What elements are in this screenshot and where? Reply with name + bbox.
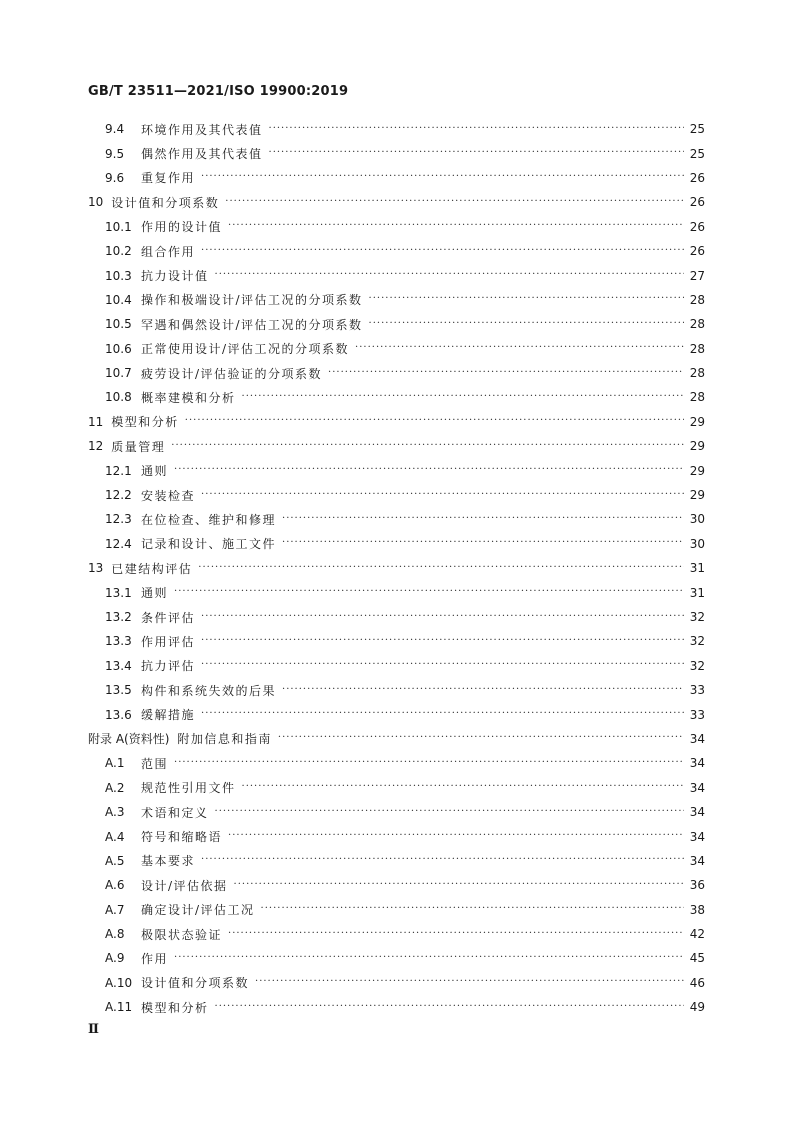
toc-dot-leader xyxy=(201,611,684,622)
toc-entry-title: 疲劳设计/评估验证的分项系数 xyxy=(141,366,323,381)
toc-entry-title: 作用 xyxy=(141,951,169,966)
toc-entry[interactable] xyxy=(88,702,705,726)
toc-entry-title: 确定设计/评估工况 xyxy=(141,903,255,918)
toc-entry-title: 模型和分析 xyxy=(141,1000,209,1015)
toc-entry-number: A.11 xyxy=(105,1000,133,1015)
toc-entry-page: 30 xyxy=(689,536,705,551)
toc-entry-page: 29 xyxy=(689,439,705,454)
toc-entry-number: 13.5 xyxy=(105,683,132,698)
toc-entry-number: 9.5 xyxy=(105,146,125,161)
toc-dot-leader xyxy=(328,367,684,378)
toc-entry-title: 抗力评估 xyxy=(141,659,196,674)
toc-entry[interactable] xyxy=(88,727,705,751)
toc-entry-title: 设计值和分项系数 xyxy=(111,195,220,210)
toc-dot-leader xyxy=(215,806,684,817)
toc-entry-title: 偶然作用及其代表值 xyxy=(141,147,263,162)
toc-entry[interactable] xyxy=(88,141,705,165)
toc-entry-page: 42 xyxy=(689,927,705,942)
toc-entry[interactable] xyxy=(88,849,705,873)
toc-dot-leader xyxy=(282,513,684,524)
toc-entry[interactable] xyxy=(88,800,705,824)
toc-dot-leader xyxy=(269,123,684,134)
toc-entry[interactable] xyxy=(88,312,705,336)
toc-entry-page: 29 xyxy=(689,414,705,429)
toc-entry-number: 12.3 xyxy=(105,512,132,527)
toc-entry[interactable] xyxy=(88,337,705,361)
toc-entry[interactable] xyxy=(88,824,705,848)
toc-entry[interactable] xyxy=(88,434,705,458)
toc-entry-page: 49 xyxy=(689,1000,705,1015)
toc-entry-page: 31 xyxy=(689,585,705,600)
toc-entry[interactable] xyxy=(88,922,705,946)
toc-entry-number: 11 xyxy=(88,414,104,429)
toc-entry-title: 基本要求 xyxy=(141,854,196,869)
toc-dot-leader xyxy=(242,781,684,792)
toc-entry-page: 45 xyxy=(689,951,705,966)
toc-entry-number: A.7 xyxy=(105,902,125,917)
toc-entry-title: 在位检查、维护和修理 xyxy=(141,512,277,527)
toc-entry[interactable] xyxy=(88,751,705,775)
toc-entry-number: 9.4 xyxy=(105,122,125,137)
toc-entry-title: 极限状态验证 xyxy=(141,927,223,942)
toc-entry-number: 13.4 xyxy=(105,658,132,673)
toc-entry-title: 缓解措施 xyxy=(141,708,196,723)
toc-entry-number: 10.2 xyxy=(105,244,132,259)
toc-dot-leader xyxy=(234,879,684,890)
toc-entry[interactable] xyxy=(88,385,705,409)
toc-entry-title: 抗力设计值 xyxy=(141,269,209,284)
toc-entry[interactable] xyxy=(88,629,705,653)
toc-entry-title: 环境作用及其代表值 xyxy=(141,122,263,137)
toc-entry-title: 条件评估 xyxy=(141,610,196,625)
toc-entry-title: 罕遇和偶然设计/评估工况的分项系数 xyxy=(141,317,363,332)
toc-dot-leader xyxy=(174,464,684,475)
toc-entry[interactable] xyxy=(88,776,705,800)
toc-dot-leader xyxy=(355,342,684,353)
toc-entry-number: 9.6 xyxy=(105,170,125,185)
toc-entry[interactable] xyxy=(88,483,705,507)
toc-entry-page: 34 xyxy=(689,780,705,795)
toc-entry-number: A.4 xyxy=(105,829,125,844)
toc-entry-title: 记录和设计、施工文件 xyxy=(141,537,277,552)
toc-entry-title: 术语和定义 xyxy=(141,805,209,820)
toc-entry-number: 10.5 xyxy=(105,317,132,332)
toc-entry-number: A.8 xyxy=(105,927,125,942)
toc-entry-title: 规范性引用文件 xyxy=(141,781,236,796)
toc-entry-number: 10.8 xyxy=(105,390,132,405)
toc-entry-page: 32 xyxy=(689,634,705,649)
toc-entry-title: 通则 xyxy=(141,464,169,479)
toc-entry[interactable] xyxy=(88,117,705,141)
toc-entry-page: 28 xyxy=(689,341,705,356)
toc-dot-leader xyxy=(201,659,684,670)
toc-dot-leader xyxy=(282,537,684,548)
standard-number-header: GB/T 23511—2021/ISO 19900:2019 xyxy=(88,84,349,99)
toc-entry[interactable] xyxy=(88,458,705,482)
toc-entry-page: 38 xyxy=(689,902,705,917)
toc-entry-page: 34 xyxy=(689,853,705,868)
toc-dot-leader xyxy=(215,269,684,280)
toc-entry[interactable] xyxy=(88,166,705,190)
toc-entry-page: 34 xyxy=(689,731,705,746)
toc-entry-page: 29 xyxy=(689,488,705,503)
toc-entry-title: 符号和缩略语 xyxy=(141,830,223,845)
toc-entry-page: 34 xyxy=(689,756,705,771)
toc-entry-page: 25 xyxy=(689,122,705,137)
toc-dot-leader xyxy=(228,928,684,939)
toc-dot-leader xyxy=(242,391,684,402)
toc-entry-number: 10.7 xyxy=(105,366,132,381)
page-number: Ⅱ xyxy=(88,1022,99,1037)
toc-dot-leader xyxy=(201,171,684,182)
toc-dot-leader xyxy=(185,415,684,426)
toc-entry[interactable] xyxy=(88,605,705,629)
toc-entry-title: 范围 xyxy=(141,756,169,771)
toc-entry-title: 通则 xyxy=(141,586,169,601)
toc-entry[interactable] xyxy=(88,946,705,970)
toc-dot-leader xyxy=(225,196,683,207)
toc-entry-page: 28 xyxy=(689,292,705,307)
toc-entry-number: 13.2 xyxy=(105,610,132,624)
toc-entry-page: 29 xyxy=(689,463,705,478)
toc-entry-page: 28 xyxy=(689,317,705,332)
toc-dot-leader xyxy=(201,245,684,256)
toc-entry-title: 安装检查 xyxy=(141,488,196,503)
toc-dot-leader xyxy=(369,318,684,329)
toc-entry-number: A.10 xyxy=(105,975,133,990)
toc-entry-page: 27 xyxy=(689,268,705,283)
toc-entry-number: 12.4 xyxy=(105,536,132,551)
toc-entry[interactable] xyxy=(88,556,705,580)
toc-entry-page: 32 xyxy=(689,610,705,624)
toc-entry-page: 34 xyxy=(689,805,705,820)
toc-entry-title: 设计值和分项系数 xyxy=(141,976,250,991)
toc-entry-number: 10.3 xyxy=(105,268,132,283)
toc-entry-page: 33 xyxy=(689,683,705,698)
toc-entry-number: A.6 xyxy=(105,878,125,893)
toc-entry[interactable] xyxy=(88,873,705,897)
toc-dot-leader xyxy=(201,854,684,865)
toc-entry-number: 13.6 xyxy=(105,707,132,722)
toc-entry-page: 32 xyxy=(689,658,705,673)
toc-entry[interactable] xyxy=(88,190,705,214)
toc-entry-title: 概率建模和分析 xyxy=(141,390,236,405)
toc-entry-title: 已建结构评估 xyxy=(111,561,193,576)
toc-dot-leader xyxy=(174,586,684,597)
toc-dot-leader xyxy=(201,708,684,719)
toc-entry-page: 30 xyxy=(689,512,705,527)
toc-entry-page: 28 xyxy=(689,366,705,381)
toc-entry[interactable] xyxy=(88,971,705,995)
toc-entry-page: 25 xyxy=(689,146,705,161)
toc-dot-leader xyxy=(174,757,684,768)
toc-entry-title: 质量管理 xyxy=(111,439,166,454)
toc-entry-number: 10 xyxy=(88,195,104,210)
toc-entry-number: 10.4 xyxy=(105,292,132,307)
toc-dot-leader xyxy=(198,562,683,573)
toc-dot-leader xyxy=(369,293,684,304)
toc-entry-title: 操作和极端设计/评估工况的分项系数 xyxy=(141,293,363,308)
toc-entry-number: 12 xyxy=(88,439,104,454)
toc-entry-title: 正常使用设计/评估工况的分项系数 xyxy=(141,342,350,357)
toc-entry[interactable] xyxy=(88,898,705,922)
toc-entry-number: 12.1 xyxy=(105,463,132,478)
toc-entry-number: A.5 xyxy=(105,853,125,868)
toc-entry-page: 34 xyxy=(689,829,705,844)
toc-entry[interactable] xyxy=(88,678,705,702)
toc-entry-page: 36 xyxy=(689,878,705,893)
toc-entry-title: 组合作用 xyxy=(141,244,196,259)
toc-dot-leader xyxy=(278,732,684,743)
toc-entry[interactable] xyxy=(88,288,705,312)
toc-dot-leader xyxy=(282,684,684,695)
toc-entry[interactable] xyxy=(88,215,705,239)
toc-entry-number: 附录 A(资料性) xyxy=(88,732,170,747)
toc-entry-number: 13.1 xyxy=(105,585,132,600)
toc-entry[interactable] xyxy=(88,239,705,263)
toc-entry-number: 13.3 xyxy=(105,634,132,649)
toc-dot-leader xyxy=(228,220,684,231)
toc-entry-number: A.3 xyxy=(105,805,125,820)
toc-entry-number: 10.6 xyxy=(105,341,132,356)
toc-entry-title: 作用评估 xyxy=(141,634,196,649)
toc-entry-title: 作用的设计值 xyxy=(141,220,223,235)
toc-dot-leader xyxy=(269,147,684,158)
toc-dot-leader xyxy=(201,489,684,500)
toc-entry-title: 模型和分析 xyxy=(111,415,179,430)
toc-entry-number: A.2 xyxy=(105,780,125,795)
toc-entry[interactable] xyxy=(88,654,705,678)
toc-entry[interactable] xyxy=(88,410,705,434)
toc-dot-leader xyxy=(171,440,683,451)
toc-entry-number: A.9 xyxy=(105,951,125,966)
toc-entry-page: 26 xyxy=(689,244,705,259)
toc-entry-page: 26 xyxy=(689,195,705,210)
toc-entry-page: 26 xyxy=(689,219,705,234)
toc-entry-number: 13 xyxy=(88,561,104,576)
toc-entry-title: 附加信息和指南 xyxy=(177,732,272,747)
toc-entry-page: 26 xyxy=(689,170,705,185)
toc-entry-page: 31 xyxy=(689,561,705,576)
toc-entry-number: 10.1 xyxy=(105,219,132,234)
toc-entry-title: 构件和系统失效的后果 xyxy=(141,683,277,698)
toc-entry[interactable] xyxy=(88,580,705,604)
toc-dot-leader xyxy=(174,952,684,963)
toc-dot-leader xyxy=(201,635,684,646)
toc-entry-title: 设计/评估依据 xyxy=(141,878,228,893)
toc-entry-number: A.1 xyxy=(105,756,125,771)
toc-dot-leader xyxy=(228,830,684,841)
table-of-contents xyxy=(88,117,705,1019)
toc-entry-page: 33 xyxy=(689,707,705,722)
toc-entry[interactable] xyxy=(88,995,705,1019)
toc-dot-leader xyxy=(215,1001,684,1012)
toc-entry[interactable] xyxy=(88,507,705,531)
toc-dot-leader xyxy=(255,976,684,987)
toc-entry[interactable] xyxy=(88,263,705,287)
toc-entry-number: 12.2 xyxy=(105,488,132,503)
toc-entry[interactable] xyxy=(88,361,705,385)
toc-entry-page: 46 xyxy=(689,975,705,990)
toc-entry-title: 重复作用 xyxy=(141,171,196,186)
toc-entry[interactable] xyxy=(88,532,705,556)
toc-dot-leader xyxy=(261,903,684,914)
toc-entry-page: 28 xyxy=(689,390,705,405)
